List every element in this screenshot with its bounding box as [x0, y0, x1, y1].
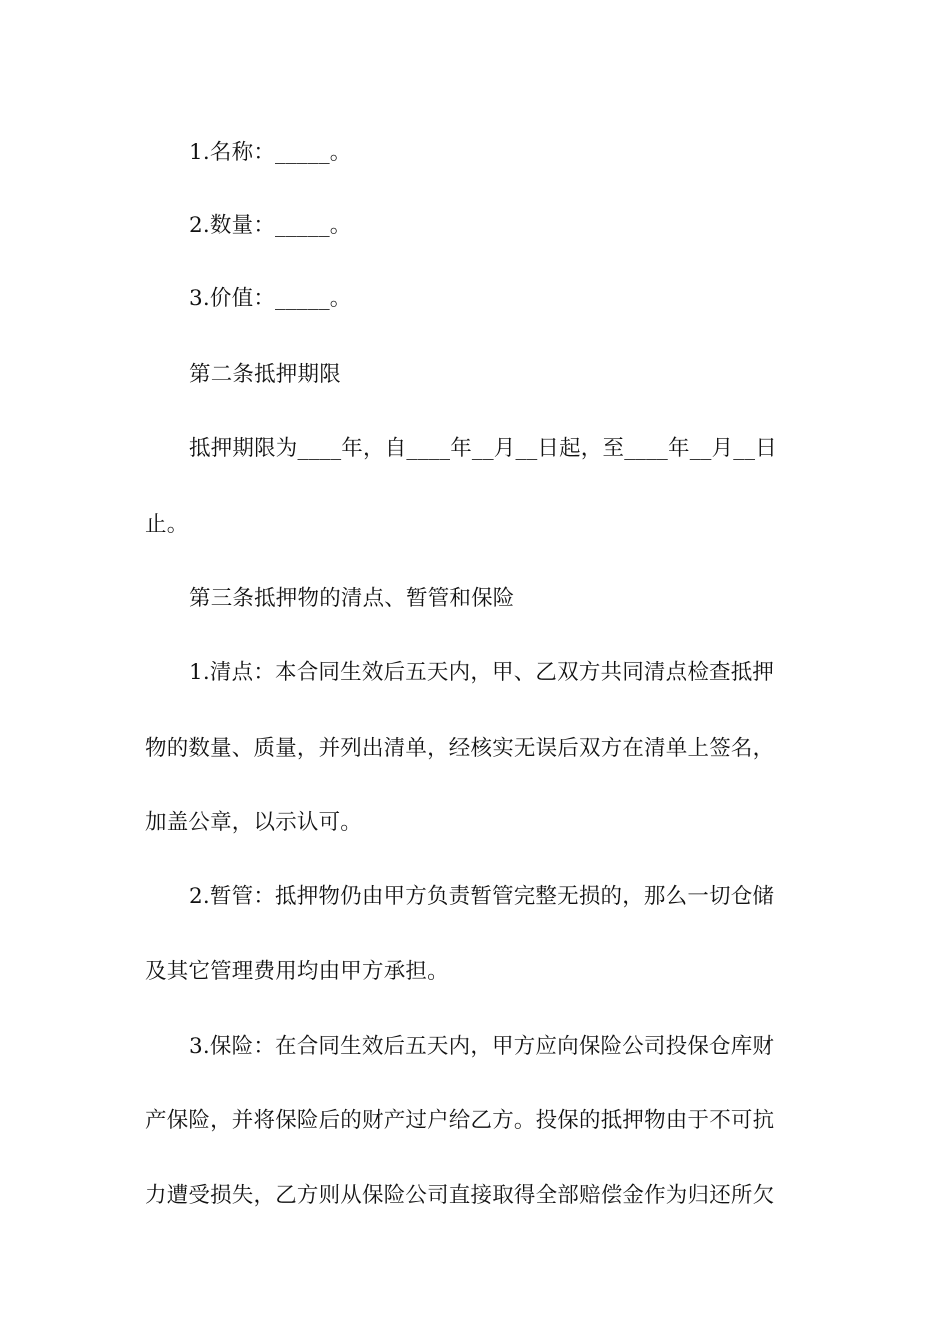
- insurance-paragraph-line-3: 力遭受损失，乙方则从保险公司直接取得全部赔偿金作为归还所欠: [145, 1183, 775, 1208]
- item-name-line: 1.名称：_____。: [189, 140, 352, 165]
- custody-paragraph-line-2: 及其它管理费用均由甲方承担。: [145, 959, 449, 984]
- insurance-paragraph-line-2: 产保险，并将保险后的财产过户给乙方。投保的抵押物由于不可抗: [145, 1108, 775, 1133]
- insurance-paragraph-line-1: 3.保险：在合同生效后五天内，甲方应向保险公司投保仓库财: [189, 1034, 775, 1059]
- term-paragraph-line-1: 抵押期限为____年，自____年__月__日起，至____年__月__日: [189, 436, 777, 461]
- section-heading-inventory: 第三条抵押物的清点、暂管和保险: [189, 586, 515, 611]
- inventory-paragraph-line-2: 物的数量、质量，并列出清单，经核实无误后双方在清单上签名，: [145, 736, 775, 761]
- inventory-paragraph-line-3: 加盖公章，以示认可。: [145, 810, 363, 835]
- section-heading-term: 第二条抵押期限: [189, 362, 341, 387]
- custody-paragraph-line-1: 2.暂管：抵押物仍由甲方负责暂管完整无损的，那么一切仓储: [189, 884, 775, 909]
- term-paragraph-line-2: 止。: [145, 512, 189, 537]
- inventory-paragraph-line-1: 1.清点：本合同生效后五天内，甲、乙双方共同清点检查抵押: [189, 660, 775, 685]
- item-quantity-line: 2.数量：_____。: [189, 213, 352, 238]
- item-value-line: 3.价值：_____。: [189, 286, 352, 311]
